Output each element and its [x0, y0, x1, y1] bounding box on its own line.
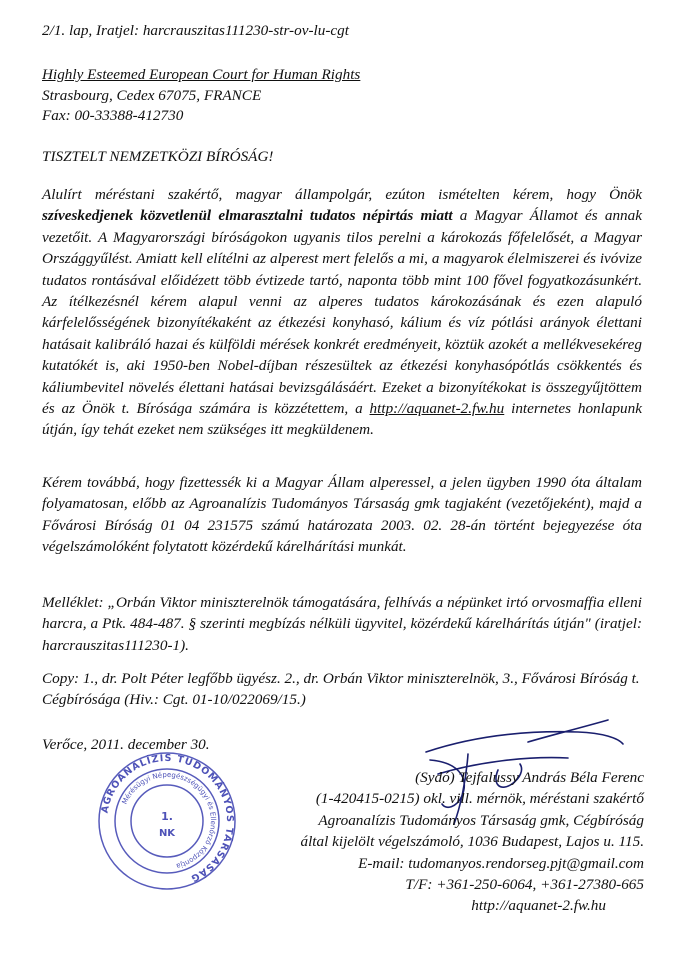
date-line: Verőce, 2011. december 30.	[42, 736, 210, 753]
paragraph-main	[42, 184, 642, 441]
stamp-outer-text: AGROANALÍZIS TUDOMÁNYOS TÁRSASÁG	[99, 752, 236, 884]
stamp-number: 1.	[161, 810, 173, 823]
paragraph-main-body: a Magyar Államot és annak vezetőit. A Magyarországi bíróságokon ugyanis tilos perelni a károkozás főfelelősét, a Magyar Országgyűlést. Amiatt kell elítélni az alperest mert felelős a mi, a magyarok élelmiszerei és ivóvize tudatos rontásával előidézett több évtizede tartó, naponta több mint 100 fővel fogyatkozásunkért. Az ítélkezésnél kérem alapul venni az alperes tudatos károkozásának és ezen alapuló kárfelelősségének bizonyítékaként az étkezési konyhasó, kálium és víz pótlási arányok élettani hatásait kalibráló hazai és külföldi mérések konkrét eredményeit, köztük azokét a mellékvesekéreg kutatókét is, aki 1950-ben Nobel-díjban részesültek az étkezési konyhasópótlás csökkentés és káliumbevitel növelés élettani hatásai bevizsgálásáért. Ezeket a bizonyítékokat is összegyűjtöttem és az Önök t. Bírósága számára is közzétettem, a	[42, 207, 642, 418]
signature-block	[224, 767, 644, 917]
signer-address: által kijelölt végelszámoló, 1036 Budapest, Lajos u. 115.	[300, 833, 644, 851]
copy-recipients: Copy: 1., dr. Polt Péter legfőbb ügyész. 2., dr. Orbán Viktor miniszterelnök, 3., Fővárosi Bíróság t. Cégbírósága (Hiv.: Cgt. 01-10/022069/15.)	[42, 670, 640, 709]
court-name: Highly Esteemed European Court for Human Rights	[42, 66, 361, 83]
paragraph-attachment: Melléklet: „Orbán Viktor miniszterelnök támogatására, felhívás a népünket irtó orvosmaffia elleni harcra, a Ptk. 484-487. § szerinti megbízás nélküli ügyvitel, közérdekű kárelhárítás útján" (iratjel: harcrauszitas111230-1).	[42, 594, 642, 654]
paragraph-main-end: internetes honlapunk útján, így tehát ezeket nem szükséges itt megküldenem.	[42, 400, 642, 439]
paragraph-main-intro: Alulírt méréstani szakértő, magyar állampolgár, ezúton ismételten kérem, hogy Önök	[42, 186, 642, 203]
website-link[interactable]: http://aquanet-2.fw.hu	[369, 400, 505, 418]
stamp-code: NK	[158, 828, 176, 839]
court-fax: Fax: 00-33388-412730	[42, 107, 184, 124]
signer-website: http://aquanet-2.fw.hu	[471, 897, 606, 915]
paragraph-main-emphasis: szíveskedjenek közvetlenül elmarasztalni tudatos népirtás miatt	[42, 207, 453, 225]
page-reference: 2/1. lap, Iratjel: harcrauszitas111230-str-ov-lu-cgt	[42, 22, 349, 39]
paragraph-payment: Kérem továbbá, hogy fizettessék ki a Magyar Állam alperessel, a jelen ügyben 1990 óta általam folyamatosan, előbb az Agroanalízis Tudományos Társaság gmk tagjaként (vezetőjeként), majd a Fővárosi Bíróság 01 04 231575 számú határozata 2003. 02. 28-án történt bejegyezése óta végelszámolóként folytatott közérdekű kárelhárítási munkát.	[42, 474, 642, 556]
signer-phone: T/F: +361-250-6064, +361-27380-665	[405, 876, 644, 894]
stamp-inner-text: Mérésügyi Népegészségügyi és Ellenőrző Központja	[120, 770, 218, 870]
signer-name: (Sydó) Tejfalussy András Béla Ferenc	[415, 769, 644, 786]
official-stamp	[96, 750, 238, 892]
court-address: Strasbourg, Cedex 67075, FRANCE	[42, 87, 262, 104]
salutation: TISZTELT NEMZETKÖZI BÍRÓSÁG!	[42, 148, 274, 165]
signer-organization: Agroanalízis Tudományos Társaság gmk, Cégbíróság	[318, 811, 644, 829]
signer-email: E-mail: tudomanyos.rendorseg.pjt@gmail.com	[358, 854, 644, 872]
signer-title: (1-420415-0215) okl. vill. mérnök, méréstani szakértő	[315, 790, 644, 808]
